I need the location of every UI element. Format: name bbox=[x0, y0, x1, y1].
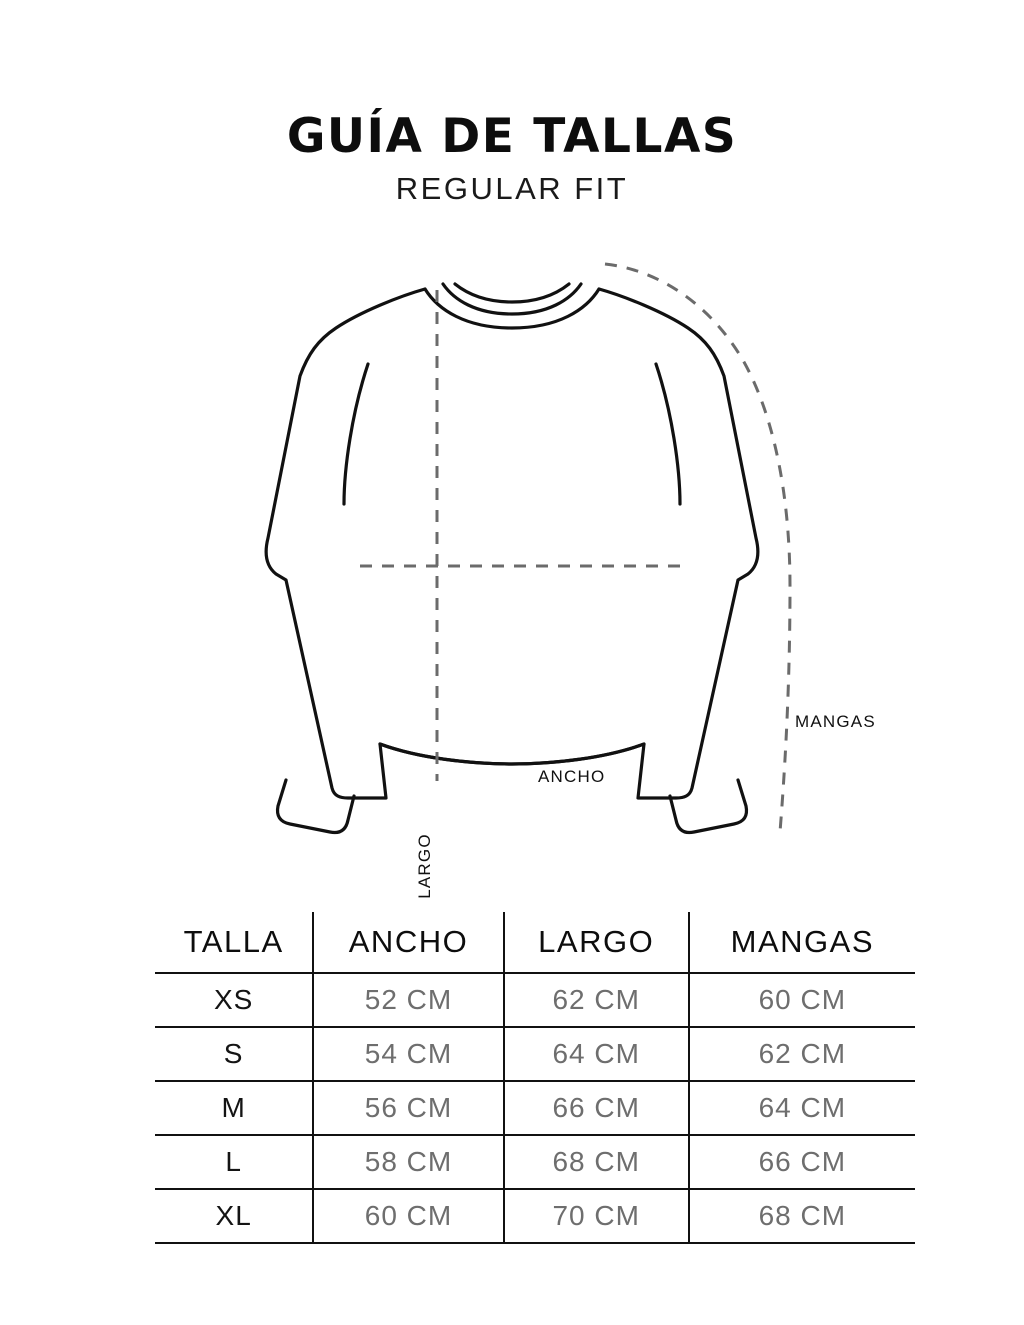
column-header-mangas: MANGAS bbox=[689, 912, 915, 973]
page-subtitle: REGULAR FIT bbox=[395, 171, 629, 207]
label-ancho: ANCHO bbox=[538, 767, 606, 786]
table-row bbox=[155, 973, 915, 1027]
cell-talla: XS bbox=[155, 973, 313, 1027]
table-row bbox=[155, 1189, 915, 1243]
cell-talla: M bbox=[155, 1081, 313, 1135]
cell-ancho: 54 CM bbox=[313, 1027, 503, 1081]
table-header-row bbox=[155, 912, 915, 973]
table-row bbox=[155, 1135, 915, 1189]
cell-mangas: 62 CM bbox=[689, 1027, 915, 1081]
cell-ancho: 52 CM bbox=[313, 973, 503, 1027]
label-mangas: MANGAS bbox=[795, 712, 876, 731]
column-header-ancho: ANCHO bbox=[313, 912, 503, 973]
table-row bbox=[155, 1027, 915, 1081]
page-title: GUÍA DE TALLAS bbox=[286, 109, 738, 164]
cell-mangas: 60 CM bbox=[689, 973, 915, 1027]
cell-mangas: 68 CM bbox=[689, 1189, 915, 1243]
column-header-talla: TALLA bbox=[155, 912, 313, 973]
cell-ancho: 58 CM bbox=[313, 1135, 503, 1189]
cell-largo: 70 CM bbox=[504, 1189, 689, 1243]
cell-largo: 68 CM bbox=[504, 1135, 689, 1189]
cell-talla: S bbox=[155, 1027, 313, 1081]
table-head bbox=[155, 912, 915, 973]
cell-talla: XL bbox=[155, 1189, 313, 1243]
sweatshirt-icon bbox=[0, 236, 1024, 876]
cell-talla: L bbox=[155, 1135, 313, 1189]
table-body bbox=[155, 973, 915, 1243]
garment-illustration bbox=[0, 236, 1024, 899]
cell-largo: 62 CM bbox=[504, 973, 689, 1027]
cell-ancho: 56 CM bbox=[313, 1081, 503, 1135]
cell-mangas: 64 CM bbox=[689, 1081, 915, 1135]
label-largo: LARGO bbox=[415, 833, 434, 899]
cell-largo: 64 CM bbox=[504, 1027, 689, 1081]
table-row bbox=[155, 1081, 915, 1135]
cell-mangas: 66 CM bbox=[689, 1135, 915, 1189]
column-header-largo: LARGO bbox=[504, 912, 689, 973]
cell-largo: 66 CM bbox=[504, 1081, 689, 1135]
cell-ancho: 60 CM bbox=[313, 1189, 503, 1243]
page-header bbox=[0, 0, 1024, 207]
size-table bbox=[155, 912, 915, 1244]
